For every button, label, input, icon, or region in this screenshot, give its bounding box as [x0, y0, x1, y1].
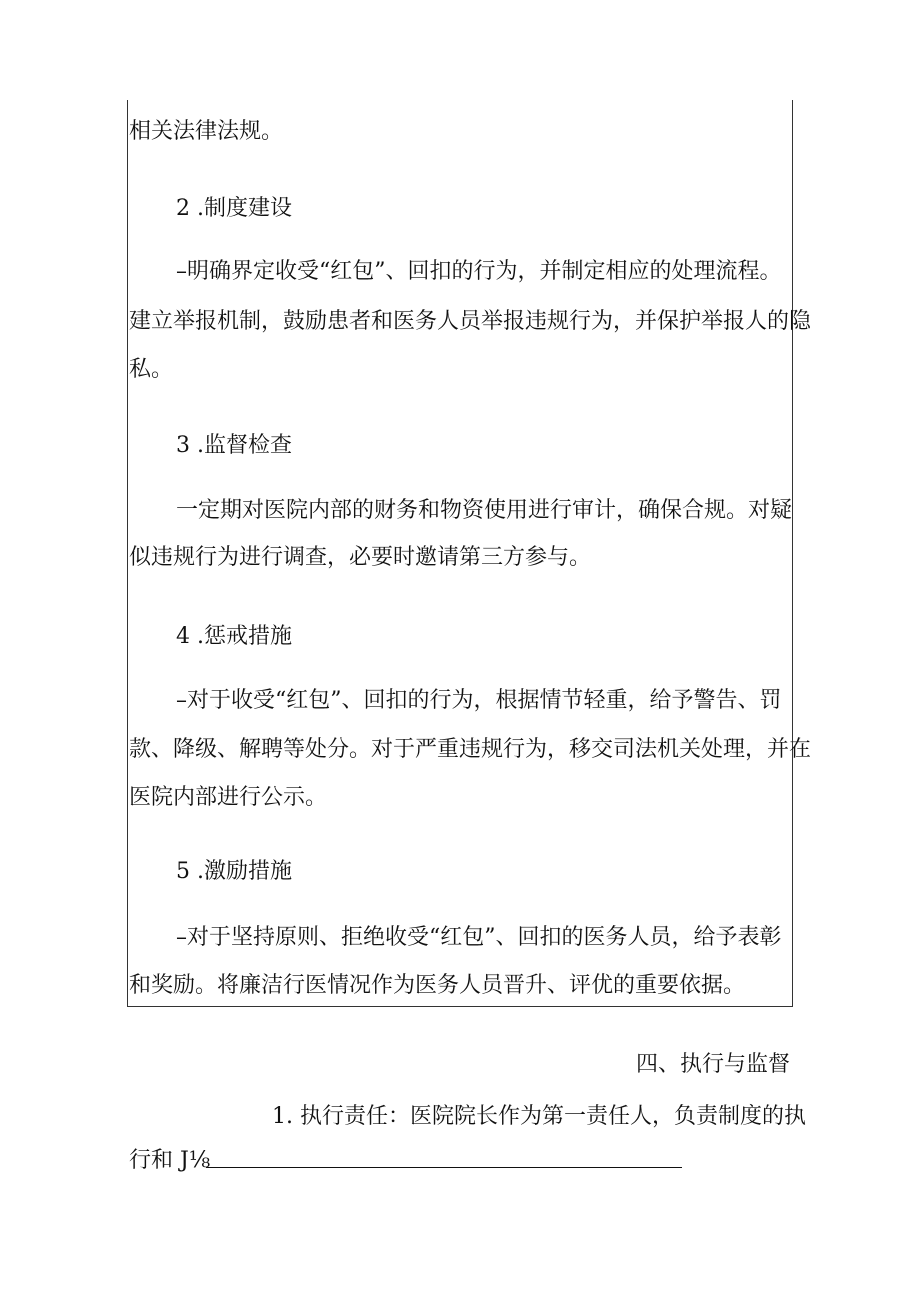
heading-disciplinary-measures: 4 .惩戒措施 [176, 624, 292, 649]
paragraph-line: 似违规行为进行调查，必要时邀请第三方参与。 [129, 545, 592, 570]
paragraph-line: 1. 执行责任：医院院长作为第一责任人，负责制度的执 [272, 1104, 806, 1129]
paragraph-line: 行和 J⅛ [129, 1148, 211, 1173]
paragraph-line: –明确界定收受“红包”、回扣的行为，并制定相应的处理流程。 [176, 259, 782, 284]
heading-institution-building: 2 .制度建设 [176, 196, 292, 221]
heading-incentive-measures: 5 .激励措施 [176, 859, 292, 884]
heading-supervision-inspection: 3 .监督检查 [176, 433, 292, 458]
section-four-title: 四、执行与监督 [636, 1052, 791, 1077]
paragraph-line: 和奖励。将廉洁行医情况作为医务人员晋升、评优的重要依据。 [129, 973, 746, 998]
paragraph-line: 医院内部进行公示。 [129, 785, 328, 810]
paragraph-line: 一定期对医院内部的财务和物资使用进行审计，确保合规。对疑 [176, 498, 793, 523]
continued-text-line: 相关法律法规。 [129, 119, 284, 144]
fill-in-underline [206, 1167, 682, 1168]
paragraph-line: 款、降级、解聘等处分。对于严重违规行为，移交司法机关处理，并在 [129, 737, 812, 762]
paragraph-line: –对于收受“红包”、回扣的行为，根据情节轻重，给予警告、罚 [176, 688, 782, 713]
paragraph-line: 私。 [129, 357, 174, 382]
paragraph-line: –对于坚持原则、拒绝收受“红包”、回扣的医务人员，给予表彰 [176, 925, 782, 950]
paragraph-line: 建立举报机制，鼓励患者和医务人员举报违规行为，并保护举报人的隐 [129, 309, 812, 334]
